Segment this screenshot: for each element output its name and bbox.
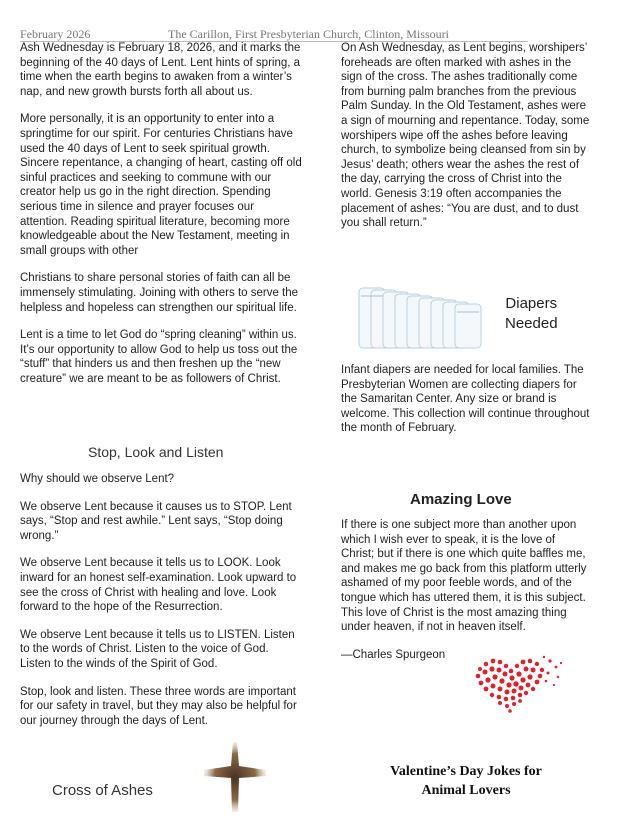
ash-wednesday-article <box>341 41 591 244</box>
diapers-title-line1: Diapers <box>505 295 558 312</box>
sll-paragraph: We observe Lent because it tells us to LISTEN. Listen to the words of Christ. Listen to the voice of God. Listen to the winds of the Spirit of God. <box>20 628 295 670</box>
diapers-title <box>505 294 558 334</box>
amazing-love-title: Amazing Love <box>410 491 512 508</box>
ash-cross-icon <box>200 740 270 814</box>
diapers-article <box>341 363 591 449</box>
stop-look-listen-title: Stop, Look and Listen <box>88 444 224 460</box>
amazing-love-attribution: —Charles Spurgeon <box>341 648 446 661</box>
sll-paragraph: We observe Lent because it tells us to LOOK. Look inward for an honest self-examination. Look upward to see the cross of Christ with healing and love. Look forward to the hope of the Resurrection. <box>20 557 297 614</box>
cross-of-ashes-title: Cross of Ashes <box>52 782 153 799</box>
lent-paragraph: Lent is a time to let God do “spring cleaning” within us. It’s our opportunity to allow God to help us toss out the “stuff” that hinders us and then freshen up the “new creature” we are meant to be as followers of Christ. <box>20 329 298 385</box>
lent-paragraph: Christians to share personal stories of faith can all be immensely stimulating. Joining with others to serve the helpless and hopeless can strengthen our spiritual life. <box>20 272 299 314</box>
lent-article <box>20 41 302 399</box>
valentine-title-line1: Valentine’s Day Jokes for <box>390 764 542 779</box>
heart-icon <box>470 655 565 715</box>
amazing-love-quote: If there is one subject more than another upon which I wish ever to speak, it is the love of Christ; but if there is one which quite baffles me, and makes me go back from this platform utterly ashamed of my poor feeble words, and of the tongue which has uttered them, it is this subject. This love of Christ is the most amazing thing under heaven, if not in heaven itself. <box>341 519 587 634</box>
sll-paragraph: We observe Lent because it causes us to STOP. Lent says, “Stop and rest awhile.” Lent says, “Stop doing wrong.” <box>20 500 292 542</box>
sll-paragraph: Stop, look and listen. These three words are important for our safety in travel, but they may also be helpful for our journey through the days of Lent. <box>20 685 297 727</box>
ash-wednesday-paragraph: On Ash Wednesday, as Lent begins, worshipers’ foreheads are often marked with ashes in the sign of the cross. The ashes traditionally come from burning palm branches from the previous Palm Sunday. In the Old Testament, ashes were a sign of mourning and repentance. Today, some worshipers wipe off the ashes before leaving church, to symbolize being cleansed from sin by Jesus’ death; others wear the ashes the rest of the day, carrying the cross of Christ into the world. Genesis 3:19 often accompanies the placement of ashes: “You are dust, and to dust you shall return.” <box>341 42 590 230</box>
valentine-title <box>341 762 591 800</box>
amazing-love-article <box>341 518 591 675</box>
sll-paragraph: Why should we observe Lent? <box>20 473 175 485</box>
valentine-title-line2: Animal Lovers <box>421 783 511 798</box>
stop-look-listen-article <box>20 472 302 741</box>
diapers-stack-icon <box>357 284 487 352</box>
diapers-paragraph: Infant diapers are needed for local families. The Presbyterian Women are collecting diapers for the Samaritan Center. Any size or brand is welcome. This collection will continue throughout the month of February. <box>341 364 590 435</box>
lent-paragraph: More personally, it is an opportunity to enter into a springtime for our spirit. For centuries Christians have used the 40 days of Lent to seek spiritual growth. Sincere repentance, a changing of heart, casting off old sinful practices and seeking to commune with our creator help us go in the right direction. Spending serious time in silence and prayer focuses our attention. Reading spiritual literature, becoming more knowledgeable about the New Testament, meeting in small groups with other <box>20 113 302 257</box>
lent-paragraph: Ash Wednesday is February 18, 2026, and it marks the beginning of the 40 days of Lent. Lent hints of spring, a time when the earth begins to awaken from a winter’s nap, and new growth bursts forth all about us. <box>20 42 301 98</box>
header-publication: The Carillon, First Presbyterian Church, Clinton, Missouri <box>168 27 449 41</box>
diapers-title-line2: Needed <box>505 315 558 332</box>
header-date: February 2026 <box>20 27 91 41</box>
